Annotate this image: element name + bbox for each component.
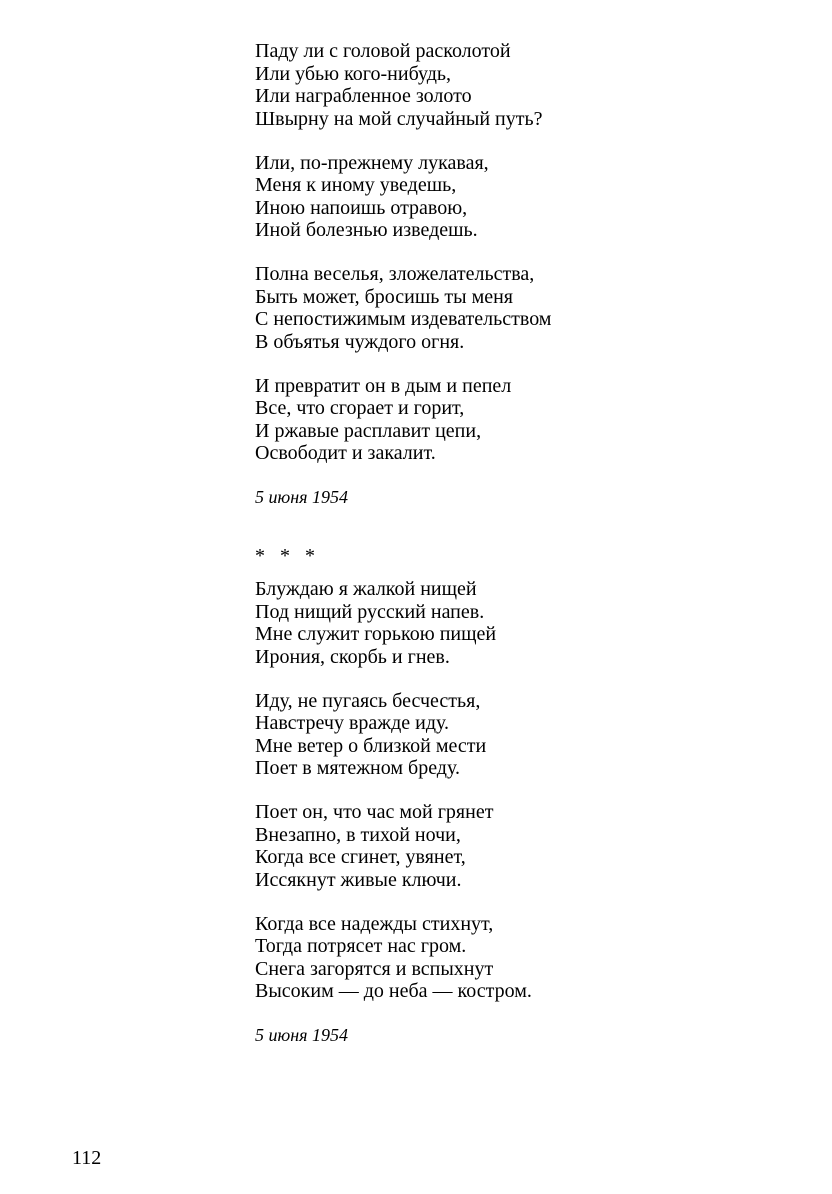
poem-2-stanza-2 [255,690,695,780]
verse-line: Меня к иному уведешь, [255,174,457,196]
verse-line: Иной болезнью изведешь. [255,219,478,241]
verse-line: Под нищий русский напев. [255,600,485,623]
verse-line: Внезапно, в тихой ночи, [255,823,461,846]
verse-line: Ирония, скорбь и гнев. [255,645,450,668]
verse-line: Мне ветер о близкой мести [255,734,487,757]
verse-line: Поет в мятежном бреду. [255,757,460,779]
verse-line: Когда все сгинет, увянет, [255,846,466,868]
verse-line: Снега загорятся и вспыхнут [255,957,494,980]
poem-2-date: 5 июня 1954 [255,1025,348,1045]
verse-line: Или, по-прежнему лукавая, [255,151,489,174]
page-number: 112 [72,1147,102,1169]
verse-line: Все, что сгорает и горит, [255,397,465,419]
verse-line: И ржавые расплавит цепи, [255,419,482,442]
verse-line: Поет он, что час мой грянет [255,801,494,823]
verse-line: Или убью кого-нибудь, [255,62,452,85]
verse-line: Когда все надежды стихнут, [255,912,494,935]
verse-line: Швырну на мой случайный путь? [255,107,543,130]
poem-2-stanza-4 [255,913,695,1003]
section-separator: * * * [255,545,320,567]
poem-2 [255,578,695,1003]
verse-line: С непостижимым издевательством [255,308,552,330]
poem-1-date: 5 июня 1954 [255,487,348,507]
verse-line: Тогда потрясет нас гром. [255,935,467,957]
poem-1-stanza-4 [255,375,695,465]
verse-line: Высоким — до неба — костром. [255,980,532,1002]
verse-line: Мне служит горькою пищей [255,623,497,645]
poem-1-stanza-3 [255,263,695,353]
verse-line: И превратит он в дым и пепел [255,374,512,397]
verse-line: Полна веселья, зложелательства, [255,263,535,285]
verse-line: Паду ли с головой расколотой [255,40,511,62]
verse-line: Блуждаю я жалкой нищей [255,578,477,600]
poem-2-stanza-3 [255,801,695,891]
poem-2-stanza-1 [255,578,695,668]
verse-line: Иссякнут живые ключи. [255,868,462,891]
poem-1 [255,40,695,465]
verse-line: Или награбленное золото [255,85,472,107]
verse-line: Освободит и закалит. [255,442,436,464]
verse-line: Иду, не пугаясь бесчестья, [255,689,481,712]
verse-line: Навстречу вражде иду. [255,712,450,734]
verse-line: В объятья чуждого огня. [255,330,465,353]
poem-1-stanza-1 [255,40,695,130]
poem-1-stanza-2 [255,152,695,242]
verse-line: Иною напоишь отравою, [255,196,468,219]
verse-line: Быть может, бросишь ты меня [255,285,513,308]
